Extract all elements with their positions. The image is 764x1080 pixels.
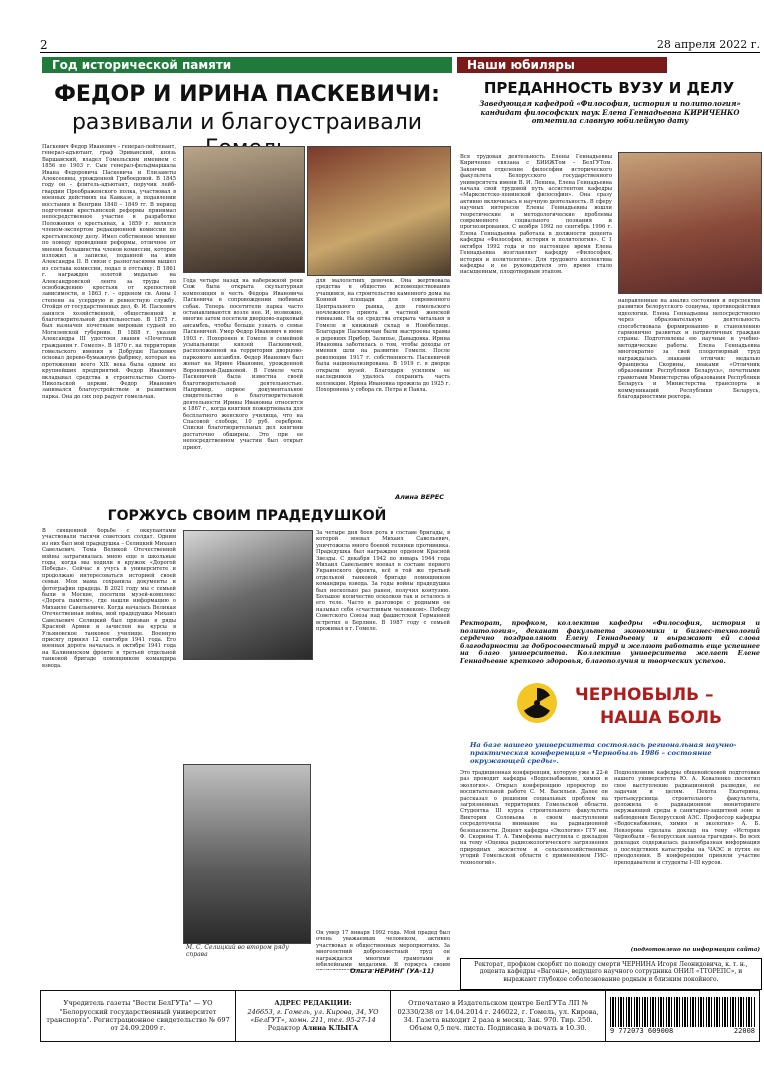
jubilee-band: Наши юбиляры [457, 57, 667, 73]
jubilee-col-1: Вся трудовая деятельность Елены Геннадьевны Кириченко связана с БИИЖТом – БелГУТом. Закончив отделение философии исторического факультета Белорусского государственного университета имени В. И. Ленина, Елена Геннадьевна начала свой трудовой путь ассистентом кафедры «Марксистско-ленинской философии». Она сразу активно включилась в научную деятельность. В сферу научных интересов Елены Геннадьевны вошли теоретические и методологические проблемы современного социального познания и прогнозирования. С ноября 1992 по сентябрь 1996 г. Елена Геннадьевна работала в должности доцента кафедры «Философия, история и политология». С 1 октября 1992 года и по настоящее время Елена Геннадьевна возглавляет кафедру «Философия, история и политология». Для трудового коллектива кафедры и ее руководителя это время стало насыщенным, плодотворным этапом. [460, 154, 612, 276]
war-col-1: В священной борьбе с оккупантами участвовали тысячи советских солдат. Одним из них был мой прадедушка – Селицкий Михаил Савельевич. Тема Великой Отечественной войны затрагивалась мною еще в школьные годы, когда мы ходили в кружок «Дорогой Победы». Сейчас я учусь в университете и продолжаю интересоваться историей своей семьи. Моя мама сохранила документы и фотографии прадеда. В 2021 году мы с семьей были в Москве, посетили музей-комплекс «Дорога памяти», где нашли информацию о Михаиле Савельевиче. Когда началась Великая Отечественная война, мой прадедушка Михаил Савельевич Селицкий был призван в ряды Красной Армии и зачислен на курсы в Ульяновское танковое училище. Военную присягу принял 12 сентября 1941 года. Его военная дорога началась в октябре 1941 года на Калининском фронте в третьей отдельной танковой бригаде помощником командира взвода. [42, 528, 176, 669]
chernobyl-col-1: Это традиционная конференция, которую уже в 22-й раз проводит кафедра «Водоснабжение, химия и экология». Открыл конференцию проректор по воспитательной работе С. М. Васильев. Далее он рассказал о решении социальных проблем на загрязненных территориях Гомельской области. Студентка III курса строительного факультета Виктория Соловьева в своем выступлении сосредоточила внимание на радиационной безопасности. Доцент кафедры «Экология» ГГУ им. Ф. Скорины Т. А. Тимофеева выступила с докладом на тему «Оценка радиоэкологического загрязнения природных экосистем и сельскохозяйственных угодий Гомельской области с применением ГИС-технологий». [460, 770, 608, 866]
jubilee-subtitle: Заведующая кафедрой «Философия, история и политология» кандидат философских наук Елена Геннадьевна КИРИЧЕНКО отметила славную юбилейную дату [479, 99, 741, 126]
portrait-irina [183, 146, 305, 273]
imprint [40, 990, 760, 1042]
chernobyl-title-1: ЧЕРНОБЫЛЬ – [575, 685, 714, 705]
chernobyl-source: (подготовлено по информации сайта) [630, 947, 760, 953]
imprint-founder: Учредитель газеты "Вести БелГУТа" — УО "Белорусский государственный университет транспорта". Регистрационное свидетельство № 697 от 24.09.2009 г. [41, 991, 236, 1042]
imprint-print: Отпечатано в Издательском центре БелГУТа ЛП № 02330/238 от 14.04.2014 г. 246022, г. Гомель, ул. Кирова, 34. Газета выходит 2 раза в месяц. Зак. 970. Тир. 250. Объем 0,5 печ. листа. Подписана в печать в 10.30. [391, 991, 606, 1042]
group-photo-caption: М. С. Селицкий во втором ряду справа [186, 944, 289, 958]
kirichenko-photo [618, 152, 762, 294]
history-col-1: Паскевич Федор Иванович – генерал-лейтенант, генерал-адъютант, граф Эриванский, князь Варшавский, владел Гомельским имением с 1856 по 1903 г. Сын генерал-фельдмаршала Ивана Федоровича Паскевича и Елизаветы Алексеевны, урожденной Грибоедовой. В 1845 году он – флигель-адъютант, поручик лейб-гвардии Преображенского полка, участвовал в военных действиях на Кавказе, в подавлении восстания в Венгрии 1848 – 1849 гг. В период подготовки крестьянской реформы принимал непосредственное участие в разработке Положения о крестьянах, а 1859 г. являлся членом-экспертом редакционной комиссии по крестьянскому делу. Имел собственное мнение по поводу проведения реформы, отличное от мнения большинства членов комиссии, которое изложил в записке, поданной на имя Александра II. В связи с разногласиями вышел из состава комиссии, подал в отставку. В 1861 г. награжден золотой медалью на Александровской ленте за труды по освобождению крестьян от крепостной зависимости, в 1863 г. – орденом св. Анны I степени за усердную и ревностную службу. Отойдя от государственных дел, Ф. И. Паскевич занялся хозяйственной, общественной и благотворительной деятельностью. В 1875 г. был назначен почетным мировым судьей по Могилевской губернии. В 1888 г. указом Александра III удостоен звания «Почетный гражданин г. Гомеля». В 1870 г. на территории гомельского имения в Добруше Паскевич основал дерево-бумажную фабрику, которая на протяжении всего XIX века была одним из крупнейших предприятий. Федор Иванович вкладывал средства в строительство Свято-Никольской церкви. Федор Иванович занимался благоустройством и развитием парка. Она до сих пор радует гомельчан. [42, 144, 176, 400]
obituary-text: Ректорат, профком скорбят по поводу смерти ЧЕРНИНА Игоря Леонидовича, к. т. н., доцента кафедры «Вагоны», ведущего научного сотрудника ОНИЛ «ТТОРЕПС», и выражают глубокое соболезнование родным и близким покойного. [474, 961, 748, 983]
chernobyl-col-2: Подполковник кафедры общевойсковой подготовки нашего университета Ю. А. Коваленко посвятил свое выступление радиационной разведке, ее задачам и целям. Пехота Екатерина, третьекурсница строительного факультета, доложила о радиационном мониторинге окружающей среды в санитарно-защитной зоне и наблюдения Белорусской АЭС. Профессор кафедры «Водоснабжение, химия и экология» А. Б. Невзорова сделала доклад на тему «История Чернобыля – белорусская заноза трагедии». Во всех докладах содержалась разнообразная информация о последствиях катастрофы на ЧАЭС и путях ее преодоления. В конференции приняли участие преподаватели и студенты I–III курсов. [614, 770, 760, 866]
history-author: Алина ВЕРЕС [395, 493, 444, 501]
barcode: 9 772073 609008 22008 [606, 991, 760, 1042]
imprint-address: АДРЕС РЕДАКЦИИ: 246653, г. Гомель, ул. Кирова, 34, УО «БелГУТ», комн. 211, тел. 95-27-14 Редактор Алина КЛЫГА [236, 991, 391, 1042]
history-title-2: развивали и благоустраивали [71, 110, 423, 135]
war-col-3: Он умер 17 января 1992 года. Мой прадед был очень уважаемым человеком, активно участвовал в общественных мероприятиях. За многолетний добросовестный труд он награждался многими грамотами и юбилейными медалями. Я горжусь своим [316, 930, 450, 969]
page-number: 2 [40, 38, 48, 52]
chernobyl-title-2: НАША БОЛЬ [600, 708, 722, 728]
group-photo [183, 764, 311, 944]
jubilee-congrats: Ректорат, профком, коллектив кафедры «Философия, история и политология», деканат факультета экономики и бизнес-технологий сердечно поздравляют Елену Геннадьевну и выражают ей слова благодарности за добросовестный труд и желают работать еще успешнее на благо университета. Коллектив университета желает Елене Геннадьевне крепкого здоровья, благополучия и творческих успехов. [460, 620, 760, 665]
history-col-2: Года четыре назад на набережной реки Сож была открыта скульптурная композиция в честь Федора Ивановича Паскевича в сопровождении любимых собак. Теперь посетители парка часто останавливаются возле нее. И, возможно, многие затем посетили дворцово-парковый ансамбль, чтобы больше узнать о семье Паскевичей. Умер Федор Иванович в июне 1903 г. Похоронен в Гомеле в семейной усыпальнице князей Паскевичей, расположенной на территории дворцово-паркового ансамбля. Федор Иванович был женат на Ирине Ивановне, урожденной Воронцовой-Дашковой. В Гомеле чета Паскевичей была известна своей благотворительной деятельностью. Например, первое документальное свидетельство о благотворительной деятельности Ирины Ивановны относится к 1867 г., когда княгиня пожертвовала для бесплатного женского училища, что на Спасовой слободе, 10 руб. серебром. Списки благотворительных дел княгини достаточно обширны. Это при ее непосредственном участии был открыт приют. [183, 278, 303, 451]
history-title-1: ФЕДОР И ИРИНА ПАСКЕВИЧИ: [54, 82, 440, 107]
jubilee-title: ПРЕДАННОСТЬ ВУЗУ И ДЕЛУ [483, 79, 735, 97]
war-title: ГОРЖУСЬ СВОИМ ПРАДЕДУШКОЙ [107, 508, 387, 524]
soldier-portrait [183, 530, 313, 660]
history-band: Год исторической памяти [42, 57, 452, 73]
war-author: Ольга НЕРИНГ (УА-11) [350, 967, 435, 975]
obituary-box [460, 958, 762, 990]
portrait-fedor [307, 146, 451, 276]
jubilee-col-2: направленные на анализ состояния и перспектив развития белорусского социума, противодействия идеологии. Елена Геннадьевна непосредственно через образовательную деятельность способствовала формированию и становлению гармонично развитых и патриотичных граждан страны. Подготовлены ею научные и учебно-методические работы. Елена Геннадьевна многократно за свой плодотворный труд награждалась знаками отличия: медалью Франциска Скорины, знаками «Отличник образования Республики Беларусь», почетными грамотами Министерства образования Республики Беларусь и Министерства транспорта и коммуникаций Республики Беларусь, благодарностями ректора. [618, 298, 760, 401]
page-header [40, 38, 760, 53]
war-col-2: За четыре дня боев рота в составе бригады, в которой воевал Михаил Савельевич, уничтожила много боевой техники противника. Прадедушка был награжден орденом Красной Звезды. С декабря 1942 по январь 1944 года Михаил Савельевич воевал в составе первого Украинского фронта, всё в той же третьей отдельной танковой бригаде помощником командира взвода. За годы войны прадедушка был несколько раз ранен, получил контузию. Большое количество осколков так и осталось в его теле. Часто в разговоре с родными он называл себя «счастливым человеком». Победу Советского Союза над фашистской Германией встретил в Берлине. В 1987 году с семьей проживал в г. Гомеле. [316, 530, 450, 633]
history-col-3: для малолетних девочек. Она жертвовала средства в общество вспомоществования учащимся, на строительство каменного дома на Конной площади для современного Центрального рынка, для гомельского ночлежного приюта и частной женской гимназии. На ее средства открыта читальня в Гомеле и книжный склад в Новобелице. Благодаря Паскевичам были выстроены храмы в деревнях Прибор, Залипье, Давыдовка. Ирина Ивановна заботилась о том, чтобы доходы от имения шли на развитие Гомеля. После революции 1917 г. собственность Паскевичей была национализирована. В 1919 г. в дворце открыли музей. Благодаря усилиям ее наследников удалось сохранить часть коллекции. Ирина Ивановна прожила до 1925 г. Похоронена у собора св. Петра и Павла. [316, 278, 450, 393]
issue-date: 28 апреля 2022 г. [656, 38, 760, 51]
chernobyl-lead: На базе нашего университета состоялась региональная научно-практическая конференция «Чернобыль 1986 – состояние окружающей среды». [470, 741, 737, 765]
radiation-icon [517, 683, 557, 723]
